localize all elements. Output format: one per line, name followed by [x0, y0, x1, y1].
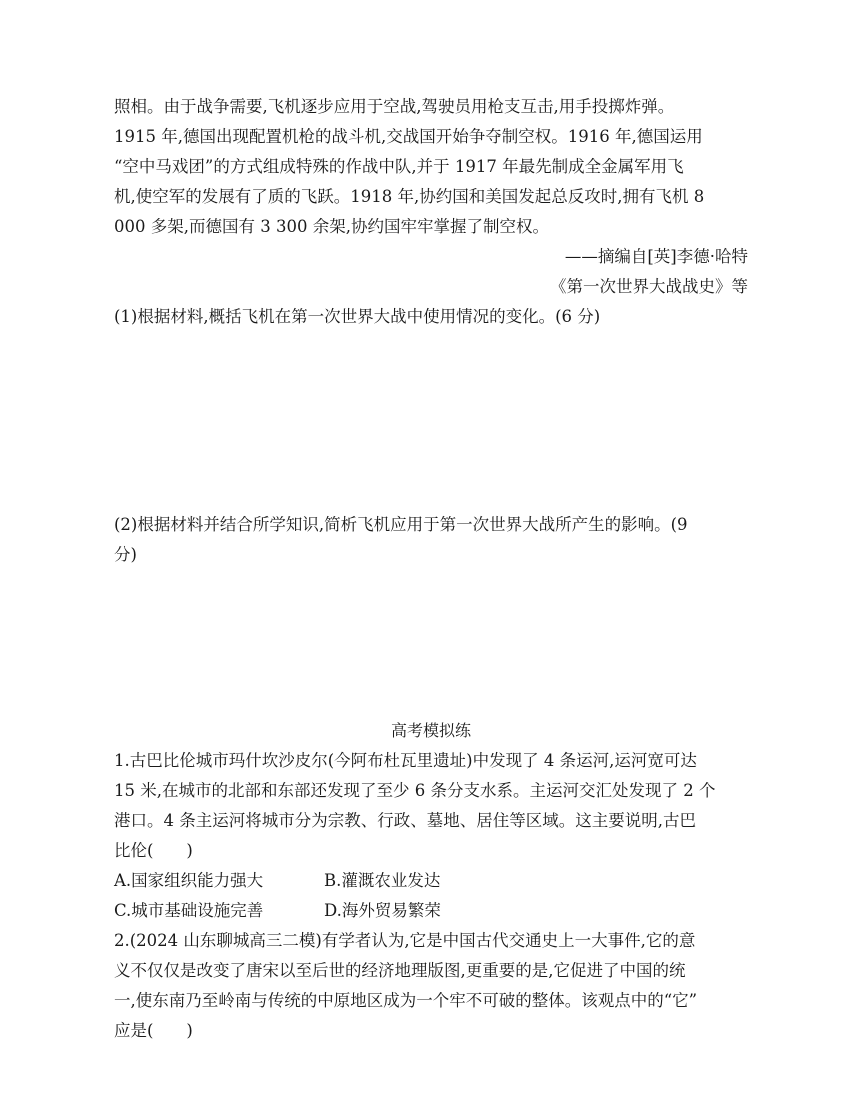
question-1: (1)根据材料,概括飞机在第一次世界大战中使用情况的变化。(6 分): [114, 307, 601, 326]
mc1-stem-line: 比伦( ): [114, 841, 193, 860]
mc2-stem-line: 2.(2024 山东聊城高三二模)有学者认为,它是中国古代交通史上一大事件,它的意: [114, 931, 696, 950]
mc1-stem-line: 15 米,在城市的北部和东部还发现了至少 6 条分支水系。主运河交汇处发现了 2 个: [114, 781, 716, 800]
material-line: 机,使空军的发展有了质的飞跃。1918 年,协约国和美国发起总反攻时,拥有飞机 8: [114, 187, 705, 206]
mc1-option-c: C.城市基础设施完善: [114, 901, 264, 920]
material-source-author: ——摘编自[英]李德·哈特: [564, 247, 748, 266]
material-line: 000 多架,而德国有 3 300 余架,协约国牢牢掌握了制空权。: [114, 217, 549, 236]
answer-space-1: [114, 332, 748, 510]
question-2-line: (2)根据材料并结合所学知识,简析飞机应用于第一次世界大战所产生的影响。(9: [114, 515, 688, 534]
mc2-stem-line: 义不仅仅是改变了唐宋以至后世的经济地理版图,更重要的是,它促进了中国的统: [114, 961, 686, 980]
material-line: 1915 年,德国出现配置机枪的战斗机,交战国开始争夺制空权。1916 年,德国运用: [114, 127, 703, 146]
mc1-option-d: D.海外贸易繁荣: [324, 901, 441, 920]
mc1-options-row: [114, 896, 748, 926]
question-2-line: 分): [114, 545, 137, 564]
section-title: 高考模拟练: [390, 721, 471, 740]
material-line: “空中马戏团”的方式组成特殊的作战中队,并于 1917 年最先制成全金属军用飞: [114, 157, 684, 176]
mc2-stem-line: 一,使东南乃至岭南与传统的中原地区成为一个牢不可破的整体。该观点中的“它”: [114, 991, 698, 1010]
answer-space-2: [114, 570, 748, 716]
mc1-option-a: A.国家组织能力强大: [114, 871, 264, 890]
mc1-options-row: [114, 866, 748, 896]
question-2: [114, 510, 748, 570]
mc2-stem-line: 应是( ): [114, 1021, 193, 1040]
mc1-stem-line: 港口。4 条主运河将城市分为宗教、行政、墓地、居住等区域。这主要说明,古巴: [114, 811, 696, 830]
material-source-book: 《第一次世界大战战史》等: [550, 277, 748, 296]
multiple-choice-1: [114, 746, 748, 926]
material-line: 照相。由于战争需要,飞机逐步应用于空战,驾驶员用枪支互击,用手投掷炸弹。: [114, 97, 675, 116]
document-page: [114, 92, 748, 1046]
mc1-option-b: B.灌溉农业发达: [324, 871, 441, 890]
mc1-stem-line: 1.古巴比伦城市玛什坎沙皮尔(今阿布杜瓦里遗址)中发现了 4 条运河,运河宽可达: [114, 751, 697, 770]
multiple-choice-2: [114, 926, 748, 1046]
material-passage: [114, 92, 748, 302]
